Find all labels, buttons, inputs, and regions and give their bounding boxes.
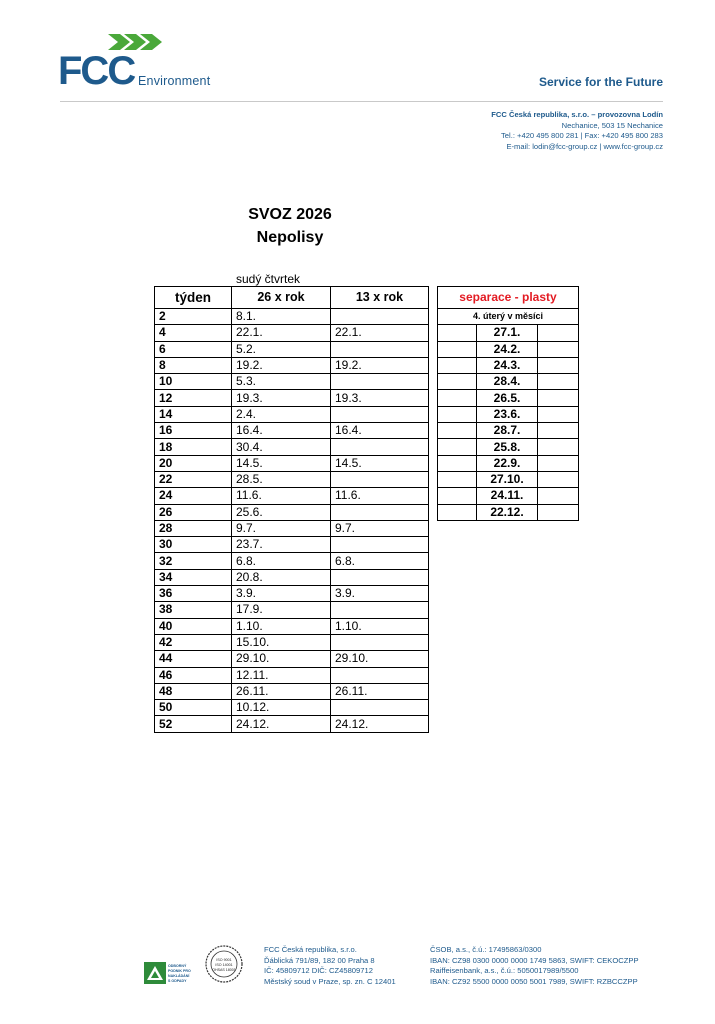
week-cell: 32 bbox=[155, 553, 232, 569]
date-26x-cell: 5.3. bbox=[232, 374, 331, 390]
date-13x-cell: 1.10. bbox=[331, 618, 429, 634]
certification-seal-icon bbox=[205, 945, 243, 983]
seal-line: ISO 14001 bbox=[215, 963, 233, 967]
date-26x-cell: 29.10. bbox=[232, 651, 331, 667]
table-row bbox=[155, 357, 429, 373]
table-row bbox=[155, 586, 429, 602]
separation-empty-cell bbox=[438, 504, 477, 520]
week-cell: 50 bbox=[155, 700, 232, 716]
table-row bbox=[155, 520, 429, 536]
separation-empty-cell bbox=[538, 455, 579, 471]
separation-empty-cell bbox=[538, 439, 579, 455]
separation-date-cell: 24.3. bbox=[477, 357, 538, 373]
footer-company-info bbox=[264, 945, 396, 987]
separation-empty-cell bbox=[438, 325, 477, 341]
schedule-subtitle: sudý čtvrtek bbox=[236, 272, 301, 286]
separation-empty-cell bbox=[438, 488, 477, 504]
separation-row bbox=[438, 325, 579, 341]
date-13x-cell: 19.3. bbox=[331, 390, 429, 406]
location-title: Nepolisy bbox=[256, 229, 324, 246]
separation-empty-cell bbox=[538, 488, 579, 504]
date-13x-cell bbox=[331, 569, 429, 585]
footer-bank-info bbox=[430, 945, 639, 987]
separation-row bbox=[438, 374, 579, 390]
address-line: Nechanice, 503 15 Nechanice bbox=[561, 120, 663, 130]
slogan: Service for the Future bbox=[538, 75, 663, 89]
waste-company-certificate bbox=[144, 962, 200, 986]
separation-row bbox=[438, 423, 579, 439]
week-cell: 22 bbox=[155, 471, 232, 487]
table-row bbox=[155, 390, 429, 406]
date-26x-cell: 22.1. bbox=[232, 325, 331, 341]
date-26x-cell: 24.12. bbox=[232, 716, 331, 732]
table-row bbox=[155, 309, 429, 325]
separation-empty-cell bbox=[438, 357, 477, 373]
company-line: Ďáblická 791/89, 182 00 Praha 8 bbox=[264, 955, 375, 965]
table-row bbox=[155, 634, 429, 650]
date-26x-cell: 9.7. bbox=[232, 520, 331, 536]
separation-date-cell: 24.2. bbox=[477, 341, 538, 357]
separation-subheader-row bbox=[438, 309, 579, 325]
separation-empty-cell bbox=[538, 341, 579, 357]
date-26x-cell: 25.6. bbox=[232, 504, 331, 520]
date-26x-cell: 28.5. bbox=[232, 471, 331, 487]
date-13x-cell: 16.4. bbox=[331, 423, 429, 439]
separation-date-cell: 28.4. bbox=[477, 374, 538, 390]
bank-line: IBAN: CZ98 0300 0000 0000 1749 5863, SWIFT: CEKOCZPP bbox=[430, 955, 639, 965]
separation-empty-cell bbox=[438, 341, 477, 357]
week-cell: 44 bbox=[155, 651, 232, 667]
logo-text: FCC bbox=[58, 49, 135, 92]
date-13x-cell: 26.11. bbox=[331, 683, 429, 699]
week-cell: 16 bbox=[155, 423, 232, 439]
address-line: Tel.: +420 495 800 281 | Fax: +420 495 800 283 bbox=[501, 131, 663, 140]
date-26x-cell: 1.10. bbox=[232, 618, 331, 634]
separation-empty-cell bbox=[538, 325, 579, 341]
week-cell: 24 bbox=[155, 488, 232, 504]
table-row bbox=[155, 325, 429, 341]
date-26x-cell: 8.1. bbox=[232, 309, 331, 325]
week-cell: 48 bbox=[155, 683, 232, 699]
table-row bbox=[155, 439, 429, 455]
collection-schedule-table bbox=[154, 286, 429, 733]
table-row bbox=[155, 569, 429, 585]
iso-certification-seal bbox=[205, 945, 243, 983]
date-13x-cell bbox=[331, 309, 429, 325]
table-row bbox=[155, 716, 429, 732]
date-13x-cell bbox=[331, 374, 429, 390]
date-26x-cell: 10.12. bbox=[232, 700, 331, 716]
date-26x-cell: 19.2. bbox=[232, 357, 331, 373]
cert-line: ODBORNÝ bbox=[168, 964, 187, 968]
separation-subheader: 4. úterý v měsíci bbox=[438, 309, 579, 325]
table-row bbox=[155, 618, 429, 634]
date-13x-cell: 3.9. bbox=[331, 586, 429, 602]
table-row bbox=[155, 423, 429, 439]
table-row bbox=[155, 553, 429, 569]
week-cell: 6 bbox=[155, 341, 232, 357]
separation-empty-cell bbox=[538, 390, 579, 406]
table-row bbox=[155, 683, 429, 699]
week-cell: 40 bbox=[155, 618, 232, 634]
address-line: E-mail: lodin@fcc-group.cz | www.fcc-group.cz bbox=[506, 141, 663, 151]
separation-date-cell: 22.9. bbox=[477, 455, 538, 471]
table-header-row bbox=[155, 287, 429, 309]
date-26x-cell: 16.4. bbox=[232, 423, 331, 439]
separation-date-cell: 22.12. bbox=[477, 504, 538, 520]
separation-date-cell: 25.8. bbox=[477, 439, 538, 455]
table-row bbox=[155, 406, 429, 422]
separation-empty-cell bbox=[538, 374, 579, 390]
date-13x-cell: 19.2. bbox=[331, 357, 429, 373]
date-26x-cell: 15.10. bbox=[232, 634, 331, 650]
company-line: FCC Česká republika, s.r.o. bbox=[264, 945, 357, 954]
column-header-13x: 13 x rok bbox=[331, 287, 429, 309]
date-13x-cell bbox=[331, 537, 429, 553]
separation-header: separace - plasty bbox=[438, 287, 579, 309]
date-13x-cell bbox=[331, 602, 429, 618]
cert-line: NAKLÁDÁNÍ bbox=[168, 974, 190, 978]
column-header-week: týden bbox=[155, 287, 232, 309]
date-13x-cell bbox=[331, 700, 429, 716]
separation-empty-cell bbox=[538, 423, 579, 439]
week-cell: 14 bbox=[155, 406, 232, 422]
table-row bbox=[155, 488, 429, 504]
separation-date-cell: 23.6. bbox=[477, 406, 538, 422]
date-13x-cell: 14.5. bbox=[331, 455, 429, 471]
separation-empty-cell bbox=[438, 406, 477, 422]
date-26x-cell: 20.8. bbox=[232, 569, 331, 585]
separation-row bbox=[438, 390, 579, 406]
page-title: SVOZ 2026 bbox=[248, 206, 332, 223]
separation-empty-cell bbox=[438, 390, 477, 406]
separation-row bbox=[438, 504, 579, 520]
bank-line: IBAN: CZ92 5500 0000 0050 5001 7989, SWIFT: RZBCCZPP bbox=[430, 976, 638, 986]
date-13x-cell: 11.6. bbox=[331, 488, 429, 504]
seal-line: OHSAS 18001 bbox=[212, 968, 236, 972]
date-26x-cell: 14.5. bbox=[232, 455, 331, 471]
table-row bbox=[155, 341, 429, 357]
date-26x-cell: 17.9. bbox=[232, 602, 331, 618]
date-13x-cell: 24.12. bbox=[331, 716, 429, 732]
date-26x-cell: 6.8. bbox=[232, 553, 331, 569]
separation-empty-cell bbox=[538, 504, 579, 520]
separation-empty-cell bbox=[438, 423, 477, 439]
date-13x-cell: 9.7. bbox=[331, 520, 429, 536]
week-cell: 12 bbox=[155, 390, 232, 406]
table-row bbox=[155, 602, 429, 618]
week-cell: 38 bbox=[155, 602, 232, 618]
week-cell: 30 bbox=[155, 537, 232, 553]
week-cell: 34 bbox=[155, 569, 232, 585]
date-26x-cell: 3.9. bbox=[232, 586, 331, 602]
week-cell: 46 bbox=[155, 667, 232, 683]
bank-line: ČSOB, a.s., č.ú.: 17495863/0300 bbox=[430, 945, 542, 954]
separation-empty-cell bbox=[438, 471, 477, 487]
table-row bbox=[155, 504, 429, 520]
date-13x-cell bbox=[331, 439, 429, 455]
week-cell: 4 bbox=[155, 325, 232, 341]
company-line: IČ: 45809712 DIČ: CZ45809712 bbox=[264, 966, 373, 976]
date-13x-cell bbox=[331, 634, 429, 650]
date-13x-cell: 29.10. bbox=[331, 651, 429, 667]
date-26x-cell: 19.3. bbox=[232, 390, 331, 406]
header-divider bbox=[60, 101, 663, 102]
bank-line: Raiffeisenbank, a.s., č.ú.: 5050017989/5500 bbox=[430, 966, 579, 976]
company-line: Městský soud v Praze, sp. zn. C 12401 bbox=[264, 976, 396, 986]
date-26x-cell: 30.4. bbox=[232, 439, 331, 455]
separation-plastics-table bbox=[437, 286, 579, 521]
week-cell: 20 bbox=[155, 455, 232, 471]
week-cell: 8 bbox=[155, 357, 232, 373]
separation-empty-cell bbox=[438, 374, 477, 390]
week-cell: 26 bbox=[155, 504, 232, 520]
date-26x-cell: 11.6. bbox=[232, 488, 331, 504]
date-13x-cell bbox=[331, 471, 429, 487]
date-26x-cell: 2.4. bbox=[232, 406, 331, 422]
week-cell: 18 bbox=[155, 439, 232, 455]
separation-empty-cell bbox=[538, 406, 579, 422]
date-26x-cell: 26.11. bbox=[232, 683, 331, 699]
header-address bbox=[491, 110, 663, 152]
table-row bbox=[155, 651, 429, 667]
date-26x-cell: 12.11. bbox=[232, 667, 331, 683]
separation-date-cell: 27.10. bbox=[477, 471, 538, 487]
environment-label: Environment bbox=[138, 74, 211, 88]
week-cell: 28 bbox=[155, 520, 232, 536]
date-26x-cell: 5.2. bbox=[232, 341, 331, 357]
separation-header-row bbox=[438, 287, 579, 309]
date-13x-cell: 6.8. bbox=[331, 553, 429, 569]
week-cell: 36 bbox=[155, 586, 232, 602]
separation-row bbox=[438, 455, 579, 471]
separation-date-cell: 27.1. bbox=[477, 325, 538, 341]
date-26x-cell: 23.7. bbox=[232, 537, 331, 553]
week-cell: 10 bbox=[155, 374, 232, 390]
date-13x-cell bbox=[331, 406, 429, 422]
week-cell: 2 bbox=[155, 309, 232, 325]
seal-line: ISO 9001 bbox=[216, 958, 232, 962]
date-13x-cell bbox=[331, 667, 429, 683]
separation-date-cell: 24.11. bbox=[477, 488, 538, 504]
cert-line: S ODPADY bbox=[168, 979, 187, 983]
table-row bbox=[155, 537, 429, 553]
table-row bbox=[155, 471, 429, 487]
week-cell: 52 bbox=[155, 716, 232, 732]
separation-empty-cell bbox=[438, 455, 477, 471]
table-row bbox=[155, 700, 429, 716]
table-row bbox=[155, 374, 429, 390]
separation-row bbox=[438, 471, 579, 487]
date-13x-cell bbox=[331, 504, 429, 520]
recycle-triangle-icon bbox=[144, 962, 200, 986]
separation-row bbox=[438, 341, 579, 357]
separation-row bbox=[438, 439, 579, 455]
table-row bbox=[155, 667, 429, 683]
date-13x-cell bbox=[331, 341, 429, 357]
column-header-26x: 26 x rok bbox=[232, 287, 331, 309]
address-line: FCC Česká republika, s.r.o. – provozovna Lodín bbox=[491, 110, 663, 119]
separation-empty-cell bbox=[538, 357, 579, 373]
separation-date-cell: 26.5. bbox=[477, 390, 538, 406]
separation-empty-cell bbox=[538, 471, 579, 487]
week-cell: 42 bbox=[155, 634, 232, 650]
date-13x-cell: 22.1. bbox=[331, 325, 429, 341]
separation-date-cell: 28.7. bbox=[477, 423, 538, 439]
cert-line: PODNIK PRO bbox=[168, 969, 191, 973]
separation-row bbox=[438, 406, 579, 422]
separation-empty-cell bbox=[438, 439, 477, 455]
separation-row bbox=[438, 357, 579, 373]
separation-row bbox=[438, 488, 579, 504]
table-row bbox=[155, 455, 429, 471]
